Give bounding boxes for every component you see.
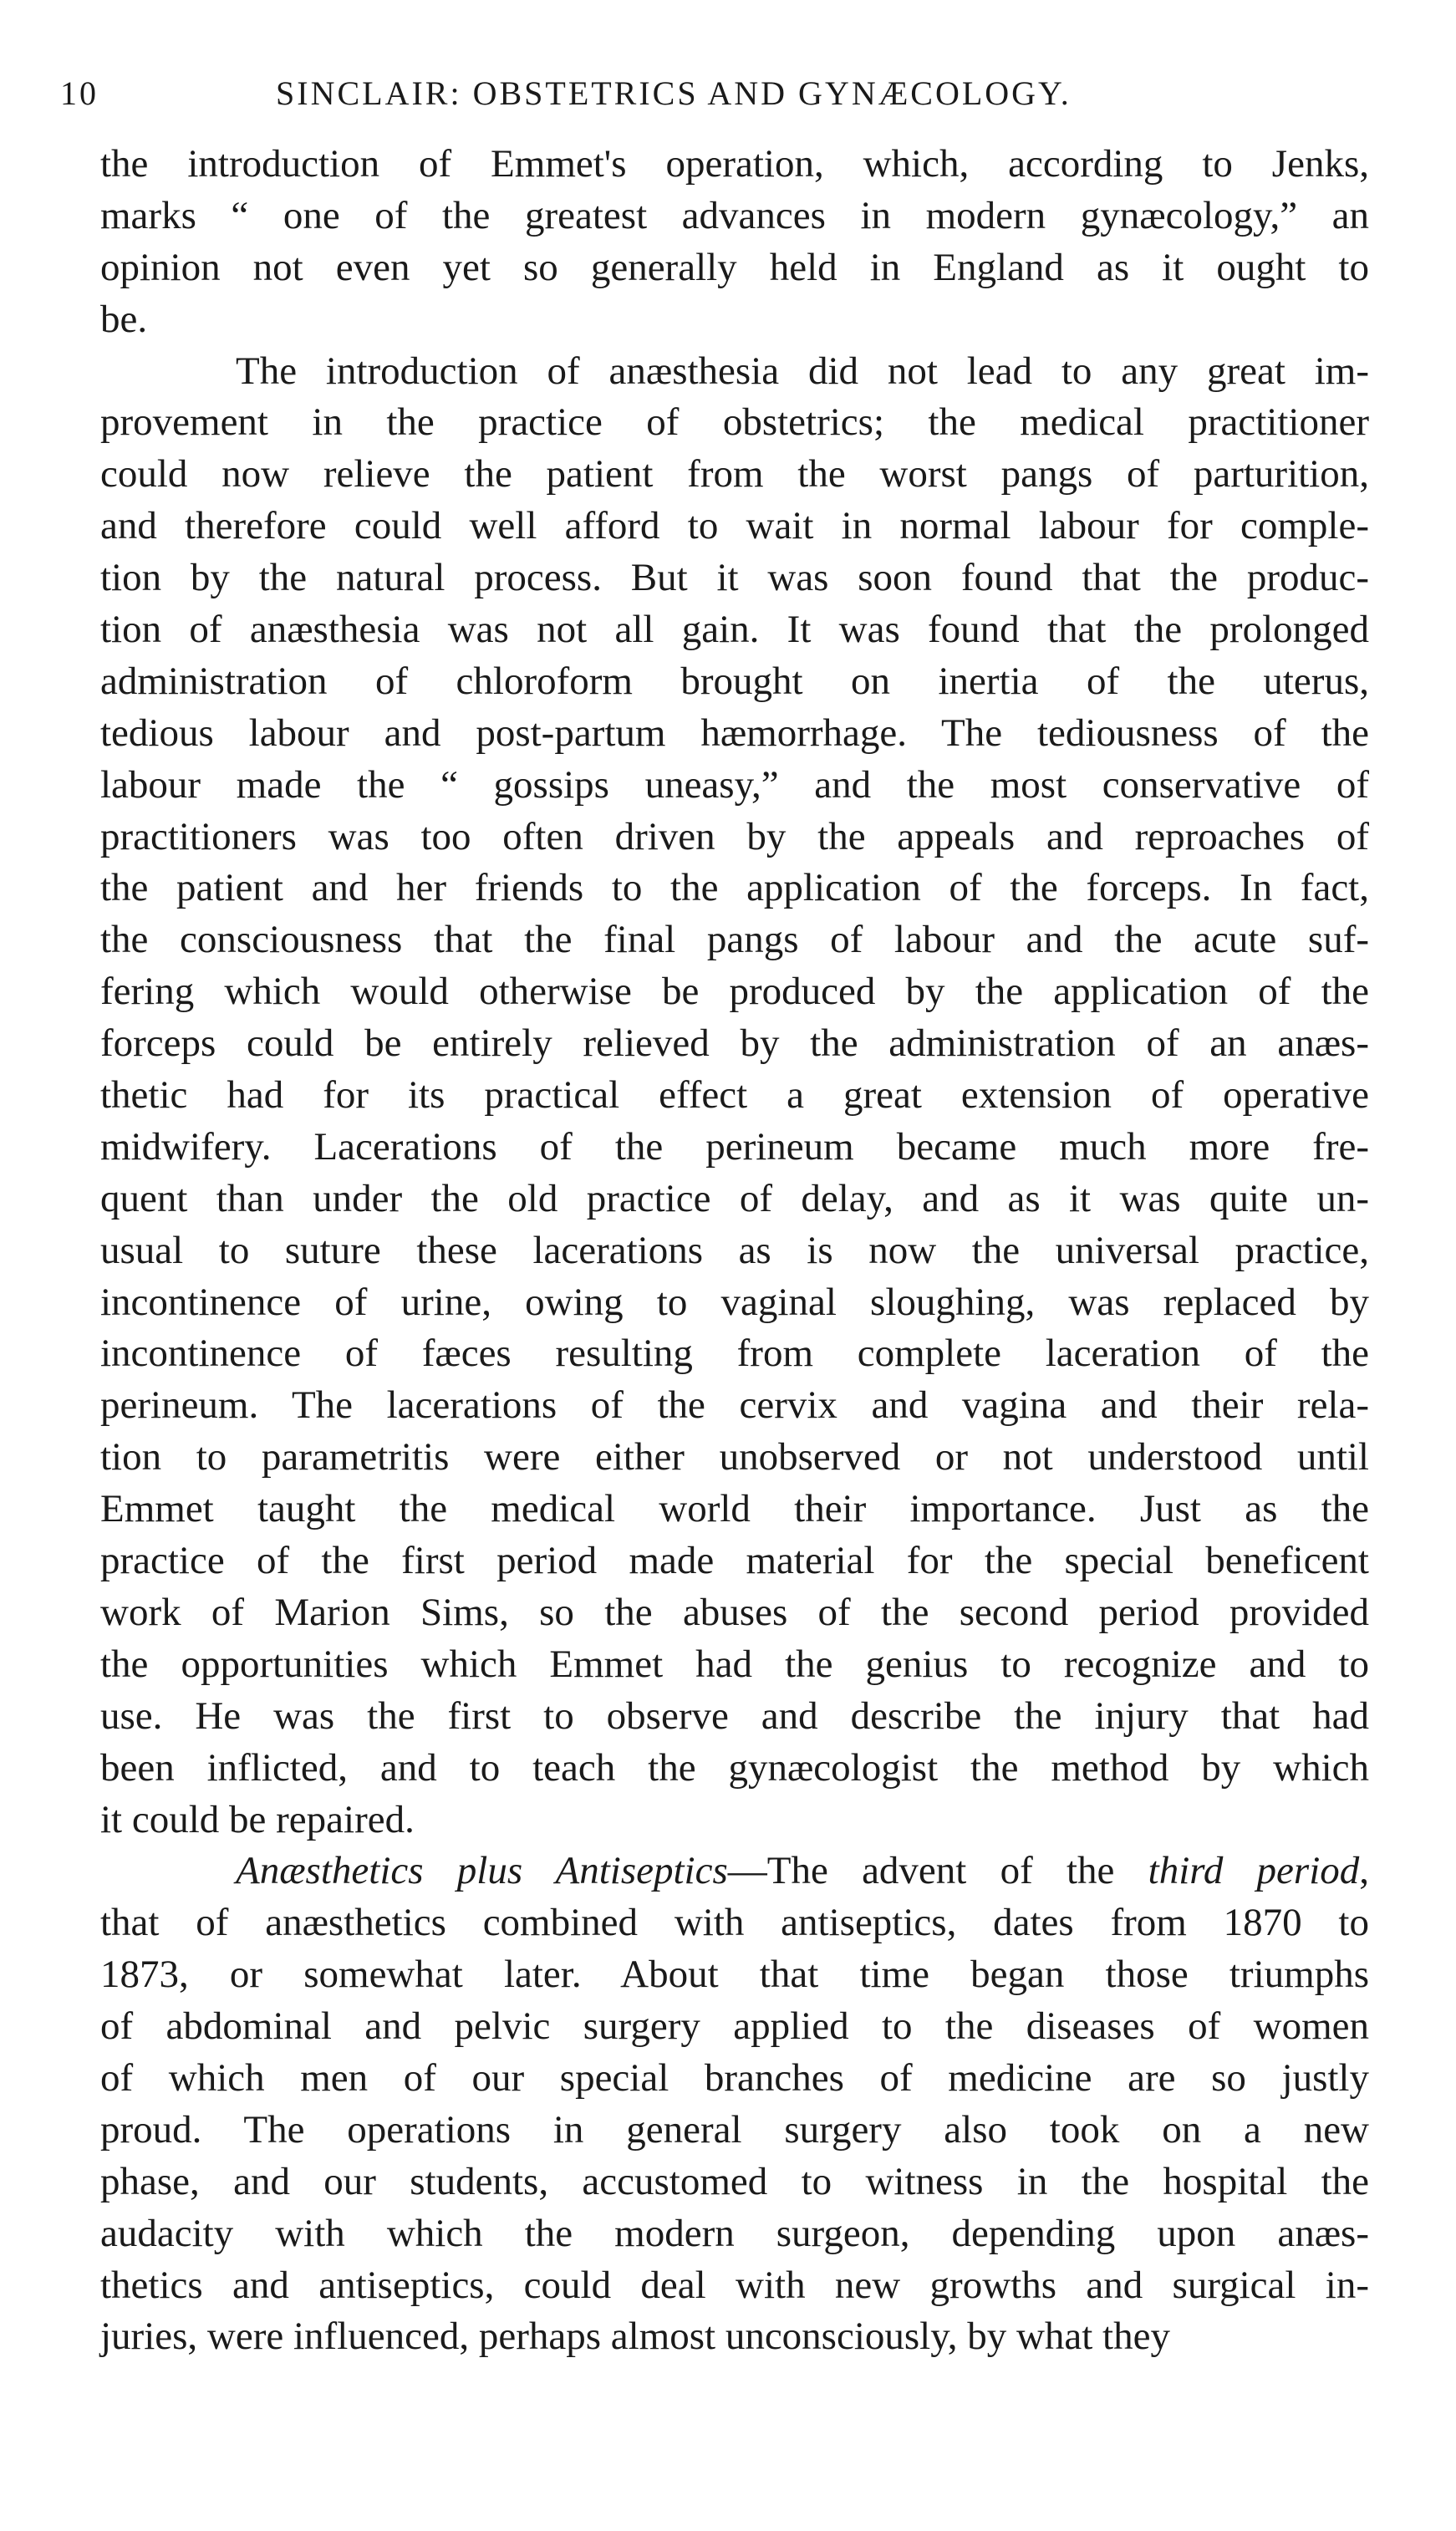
text-line bbox=[100, 760, 1369, 812]
line-text: audacity with which the modern surgeon, depending upon anæs- bbox=[100, 2211, 1369, 2255]
running-head bbox=[60, 74, 1364, 124]
text-line bbox=[100, 1535, 1369, 1587]
line-text: marks “ one of the greatest advances in modern gynæcology,” an bbox=[100, 193, 1369, 237]
text-line bbox=[100, 1639, 1369, 1691]
text-line bbox=[100, 2105, 1369, 2157]
text-line bbox=[100, 1174, 1369, 1225]
text-line bbox=[100, 1587, 1369, 1639]
line-text: quent than under the old practice of delay, and as it was quite un- bbox=[100, 1176, 1369, 1220]
paragraph bbox=[100, 346, 1369, 1846]
line-text: midwifery. Lacerations of the perineum became much more fre- bbox=[100, 1124, 1369, 1169]
text-line bbox=[100, 2208, 1369, 2260]
text-line bbox=[100, 1897, 1369, 1949]
line-text: tion of anæsthesia was not all gain. It was found that the prolonged bbox=[100, 608, 1369, 652]
line-text: tion by the natural process. But it was soon found that the produc- bbox=[100, 556, 1369, 600]
text-line bbox=[100, 2001, 1369, 2053]
line-text: , bbox=[1359, 1849, 1370, 1893]
line-text: juries, were influenced, perhaps almost unconsciously, by what they bbox=[100, 2315, 1170, 2359]
text-line bbox=[100, 1846, 1369, 1897]
line-text: the consciousness that the final pangs of labour and the acute suf- bbox=[100, 918, 1369, 962]
line-text: of abdominal and pelvic surgery applied to the diseases of women bbox=[100, 2004, 1369, 2049]
line-text: —The advent of the bbox=[727, 1849, 1148, 1893]
line-text: usual to suture these lacerations as is now the universal practice, bbox=[100, 1228, 1369, 1272]
text-line bbox=[100, 2053, 1369, 2105]
line-text: incontinence of fæces resulting from complete laceration of the bbox=[100, 1332, 1369, 1376]
text-line bbox=[100, 397, 1369, 449]
text-line bbox=[100, 242, 1369, 294]
text-line bbox=[100, 1225, 1369, 1277]
italic-text: Anæsthetics plus Antiseptics bbox=[236, 1849, 728, 1893]
line-text: be. bbox=[100, 297, 148, 341]
line-text: use. He was the first to observe and describe the injury that had bbox=[100, 1693, 1369, 1738]
text-line bbox=[100, 139, 1369, 191]
line-text: labour made the “ gossips uneasy,” and the most conservative of bbox=[100, 762, 1369, 807]
text-line bbox=[100, 1070, 1369, 1122]
text-line bbox=[100, 812, 1369, 863]
text-line bbox=[100, 1691, 1369, 1743]
text-line bbox=[100, 501, 1369, 553]
text-line bbox=[100, 1743, 1369, 1795]
text-line bbox=[100, 1380, 1369, 1432]
line-text: administration of chloroform brought on inertia of the uterus, bbox=[100, 659, 1369, 703]
page-number: 10 bbox=[60, 74, 99, 112]
text-line bbox=[100, 2260, 1369, 2312]
line-text: been inflicted, and to teach the gynæcologist the method by which bbox=[100, 1745, 1369, 1790]
line-text: forceps could be entirely relieved by the administration of an anæs- bbox=[100, 1021, 1369, 1066]
text-line bbox=[100, 1795, 1369, 1846]
text-line bbox=[100, 1328, 1369, 1380]
line-text: provement in the practice of obstetrics; the medical practitioner bbox=[100, 400, 1369, 445]
text-line bbox=[100, 708, 1369, 760]
text-line bbox=[100, 863, 1369, 914]
line-text: work of Marion Sims, so the abuses of the second period provided bbox=[100, 1590, 1369, 1634]
line-text: practitioners was too often driven by the appeals and reproaches of bbox=[100, 814, 1369, 858]
line-text: opinion not even yet so generally held in England as it ought to bbox=[100, 245, 1369, 289]
text-line bbox=[100, 1949, 1369, 2001]
italic-text: third period bbox=[1148, 1849, 1360, 1893]
running-title: SINCLAIR: OBSTETRICS AND GYNÆCOLOGY. bbox=[276, 74, 1072, 112]
text-line bbox=[100, 294, 1369, 346]
text-line bbox=[100, 1018, 1369, 1070]
line-text: and therefore could well afford to wait in normal labour for comple- bbox=[100, 504, 1369, 548]
line-text: 1873, or somewhat later. About that time began those triumphs bbox=[100, 1953, 1369, 1997]
text-line bbox=[100, 346, 1369, 398]
line-text: tedious labour and post-partum hæmorrhage. The tediousness of the bbox=[100, 710, 1369, 755]
text-line bbox=[100, 656, 1369, 708]
text-line bbox=[100, 553, 1369, 604]
line-text: incontinence of urine, owing to vaginal sloughing, was replaced by bbox=[100, 1280, 1369, 1324]
text-line bbox=[100, 191, 1369, 242]
line-text: phase, and our students, accustomed to witness in the hospital the bbox=[100, 2159, 1369, 2203]
line-text: tion to parametritis were either unobserved or not understood until bbox=[100, 1435, 1369, 1479]
line-text: thetics and antiseptics, could deal with new growths and surgical in- bbox=[100, 2263, 1369, 2307]
text-line bbox=[100, 449, 1369, 501]
paragraph bbox=[100, 139, 1369, 346]
line-text: that of anæsthetics combined with antiseptics, dates from 1870 to bbox=[100, 1901, 1369, 1945]
text-line bbox=[100, 914, 1369, 966]
line-text: proud. The operations in general surgery also took on a new bbox=[100, 2107, 1369, 2152]
line-text: could now relieve the patient from the worst pangs of parturition, bbox=[100, 452, 1369, 497]
line-text: The introduction of anæsthesia did not lead to any great im- bbox=[236, 349, 1369, 393]
text-line bbox=[100, 1432, 1369, 1484]
body-text bbox=[100, 139, 1369, 2363]
line-text: of which men of our special branches of medicine are so justly bbox=[100, 2055, 1369, 2100]
line-text: practice of the first period made material for the special beneficent bbox=[100, 1539, 1369, 1583]
line-text: the patient and her friends to the application of the forceps. In fact, bbox=[100, 866, 1369, 910]
text-line bbox=[100, 1484, 1369, 1535]
line-text: thetic had for its practical effect a great extension of operative bbox=[100, 1073, 1369, 1118]
text-line bbox=[100, 966, 1369, 1018]
text-line bbox=[100, 604, 1369, 656]
paragraph bbox=[100, 1846, 1369, 2363]
text-line bbox=[100, 2311, 1369, 2363]
line-text: it could be repaired. bbox=[100, 1797, 415, 1841]
text-line bbox=[100, 2157, 1369, 2208]
line-text: fering which would otherwise be produced by the application of the bbox=[100, 970, 1369, 1014]
line-text: the introduction of Emmet's operation, which, according to Jenks, bbox=[100, 142, 1369, 186]
text-line bbox=[100, 1277, 1369, 1329]
line-text: perineum. The lacerations of the cervix and vagina and their rela- bbox=[100, 1383, 1369, 1428]
line-text: Emmet taught the medical world their importance. Just as the bbox=[100, 1487, 1369, 1531]
text-line bbox=[100, 1122, 1369, 1174]
line-text: the opportunities which Emmet had the genius to recognize and to bbox=[100, 1642, 1369, 1686]
